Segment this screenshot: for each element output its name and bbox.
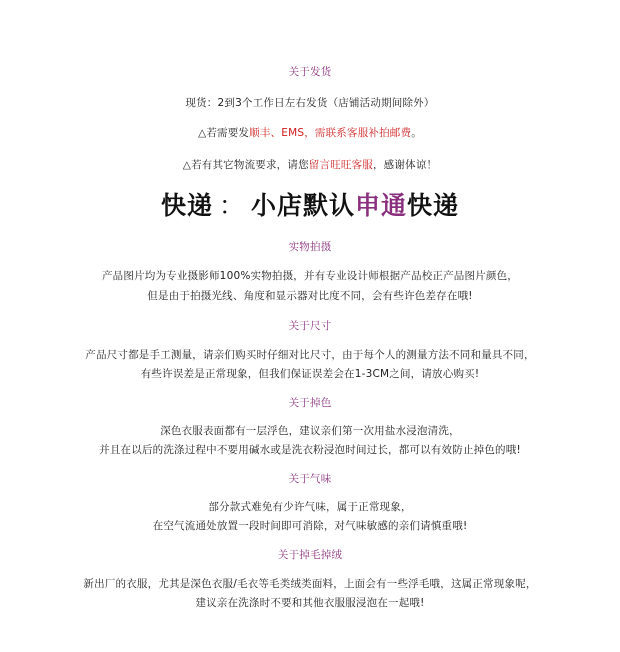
express-carrier-highlight: 申通: [355, 191, 408, 220]
odor-heading: 关于气味: [288, 473, 332, 485]
express-fee-prefix: △若需要发: [198, 127, 250, 139]
fading-line-1: 深色衣服表面都有一层浮色，建议亲们第一次用盐水浸泡清洗，: [160, 425, 460, 437]
express-suffix: 快递: [407, 191, 460, 220]
fading-line-2: 并且在以后的洗涤过程中不要用碱水或是洗衣粉浸泡时间过长，都可以有效防止掉色的哦!: [99, 444, 521, 456]
message-service-text: 留言旺旺客服: [308, 159, 373, 171]
express-default-prefix: 小店默认: [250, 191, 355, 220]
odor-line-2: 在空气流通处放置一段时间即可消除，对气味敏感的亲们请慎重哦!: [152, 520, 468, 532]
contact-service-notice: 需联系客服补拍邮费: [314, 127, 412, 139]
other-logistics-prefix: △若有其它物流要求，请您: [182, 159, 309, 171]
size-heading: 关于尺寸: [288, 320, 332, 332]
express-label: 快递: [160, 191, 213, 220]
express-fee-suffix: 。: [411, 127, 422, 139]
photos-line-2: 但是由于拍摄光线、角度和显示器对比度不同，会有些许色差存在哦!: [147, 290, 473, 302]
lint-line-2: 建议亲在洗涤时不要和其他衣服服浸泡在一起哦!: [195, 597, 425, 609]
size-line-2: 有些许误差是正常现象，但我们保证误差会在1-3CM之间，请放心购买!: [140, 368, 480, 380]
express-banner: [0, 186, 620, 222]
other-logistics-suffix: ，感谢体谅！: [372, 159, 438, 171]
size-line-1: 产品尺寸都是手工测量，请亲们购买时仔细对比尺寸，由于每个人的测量方法不同和量具不同，: [85, 349, 535, 361]
photos-line-1: 产品图片均为专业摄影师100%实物拍摄，并有专业设计师根据产品校正产品图片颜色，: [101, 270, 519, 282]
odor-line-1: 部分款式难免有少许气味，属于正常现象，: [208, 501, 412, 513]
shipping-heading: 关于发货: [288, 66, 332, 78]
stock-shipping-line: 现货：2到3个工作日左右发货（店铺活动期间除外）: [185, 97, 435, 109]
express-fee-notice: [0, 125, 620, 140]
express-couriers: 顺丰、EMS，: [249, 127, 315, 139]
lint-heading: 关于掉毛掉绒: [277, 549, 343, 561]
fading-heading: 关于掉色: [288, 397, 332, 409]
express-colon: ：: [218, 191, 245, 220]
lint-line-1: 新出厂的衣服，尤其是深色衣服/毛衣等毛类绒类面料，上面会有一些浮毛哦，这属正常现象呢，: [83, 578, 537, 590]
other-logistics-notice: [0, 157, 620, 172]
photos-heading: 实物拍摄: [288, 241, 332, 253]
